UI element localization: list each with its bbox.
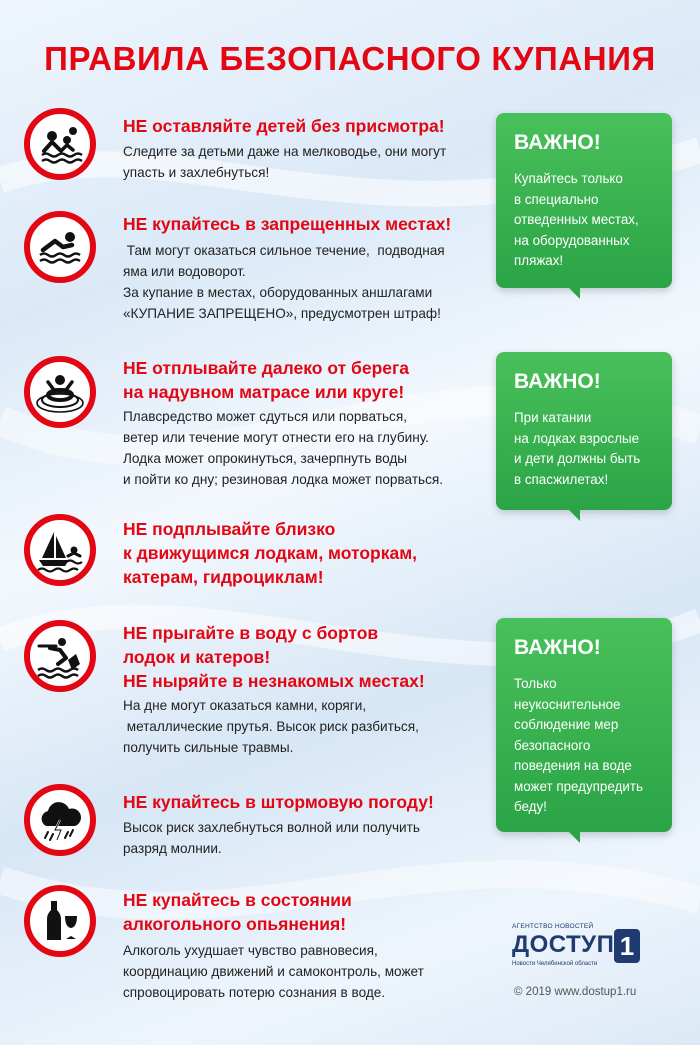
important-callout — [496, 618, 672, 832]
logo-agency: АГЕНТСТВО НОВОСТЕЙ — [512, 923, 594, 930]
storm-cloud-icon — [24, 784, 96, 856]
rule-heading: НЕ купайтесь в штормовую погоду! — [123, 792, 434, 812]
important-text: При катании на лодках взрослые и дети должны быть в спасжилетах! — [514, 410, 641, 487]
rule-text: На дне могут оказаться камни, коряги, металлические прутья. Высок риск разбиться, получить сильные травмы. — [123, 698, 419, 755]
rule-text: Плавсредство может сдуться или порваться, ветер или течение могут отнести его на глубину. Лодка может опрокинуться, зачерпнуть воды и пойти ко дну; резиновая лодка может порваться. — [123, 409, 444, 487]
copyright: © 2019 www.dostup1.ru — [514, 986, 637, 998]
logo-badge: 1 — [614, 929, 640, 963]
important-title: ВАЖНО! — [514, 370, 601, 393]
important-title: ВАЖНО! — [514, 636, 601, 659]
swim-ring-icon — [24, 356, 96, 428]
rule-text: Алкоголь ухудшает чувство равновесия, координацию движений и самоконтроль, может спровоцировать потерю сознания в воде. — [123, 943, 424, 1000]
important-title: ВАЖНО! — [514, 131, 601, 154]
important-callout — [496, 113, 672, 288]
rule-text: Следите за детьми даже на мелководье, они могут упасть и захлебнуться! — [123, 144, 447, 180]
rule-heading: НЕ купайтесь в запрещенных местах! — [123, 214, 452, 234]
diver-jump-icon — [24, 620, 96, 692]
dostup-logo — [512, 923, 642, 973]
rule-heading: НЕ купайтесь в состоянии алкогольного опьянения! — [123, 890, 352, 934]
rule-heading: НЕ прыгайте в воду с бортов лодок и катеров! НЕ ныряйте в незнакомых местах! — [123, 623, 425, 691]
important-callout — [496, 352, 672, 510]
rule-heading: НЕ отплывайте далеко от берега на надувном матрасе или круге! — [123, 358, 410, 402]
wine-bottle-glass-icon — [24, 885, 96, 957]
page-title: ПРАВИЛА БЕЗОПАСНОГО КУПАНИЯ — [44, 40, 656, 77]
sailboat-swimmer-icon — [24, 514, 96, 586]
important-text: Только неукоснительное соблюдение мер безопасного поведения на воде может предупредить беду! — [514, 676, 643, 814]
children-swimming-icon — [24, 108, 96, 180]
logo-brand: ДОСТУП — [512, 931, 615, 958]
rule-heading: НЕ подплывайте близко к движущимся лодкам, моторкам, катерам, гидроциклам! — [123, 519, 418, 587]
rule-text: Там могут оказаться сильное течение, подводная яма или водоворот. За купание в местах, оборудованных аншлагами «КУПАНИЕ ЗАПРЕЩЕНО», предусмотрен штраф! — [123, 243, 445, 321]
swimmer-icon — [24, 211, 96, 283]
rule-text: Высок риск захлебнуться волной или получить разряд молнии. — [123, 820, 420, 856]
important-text: Купайтесь только в специально отведенных местах, на оборудованных пляжах! — [514, 171, 639, 268]
logo-subtitle: Новости Челябинской области — [512, 961, 598, 967]
rule-heading: НЕ оставляйте детей без присмотра! — [123, 116, 445, 136]
